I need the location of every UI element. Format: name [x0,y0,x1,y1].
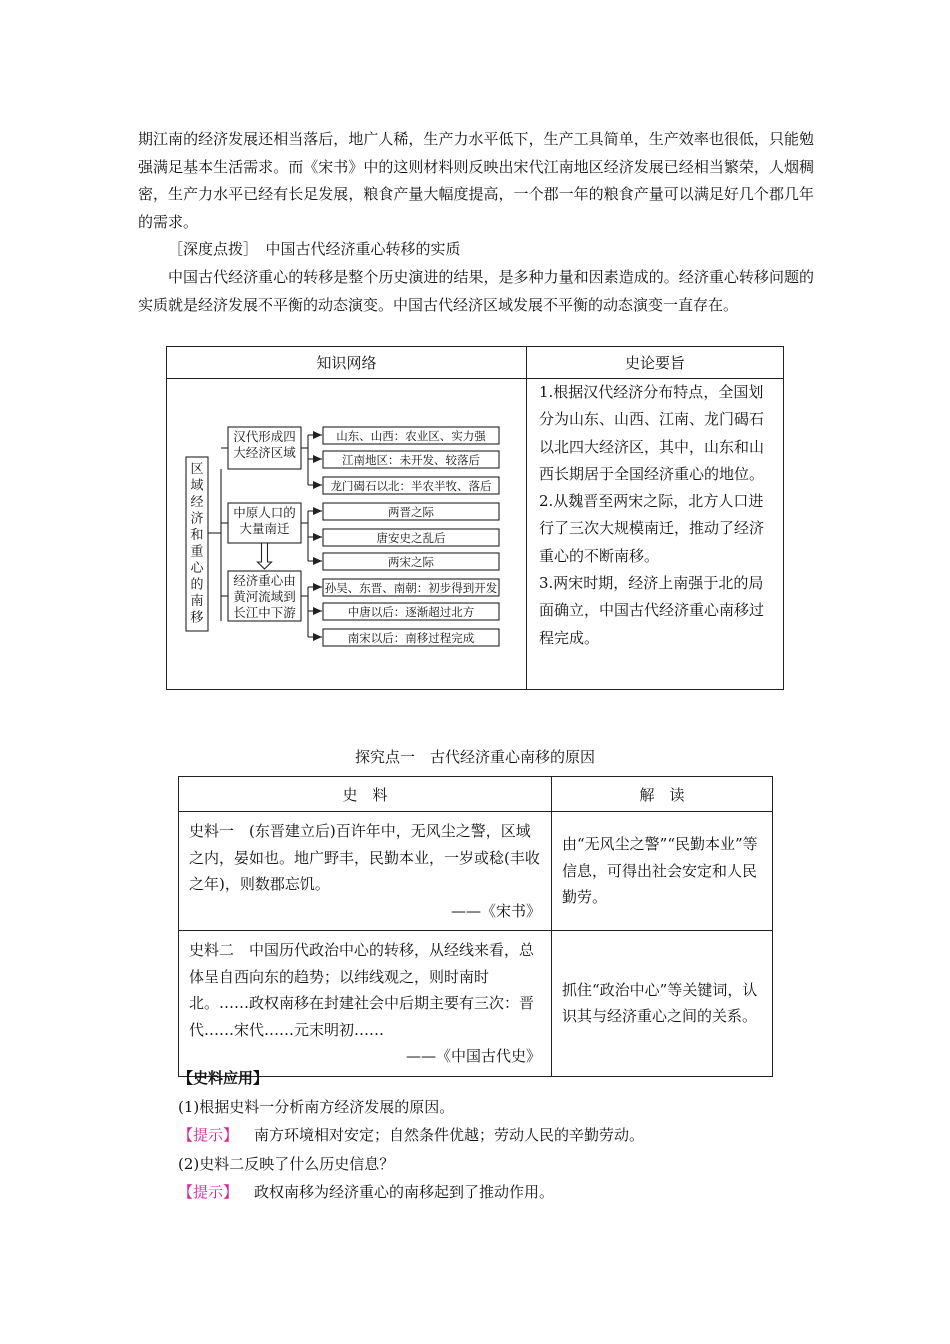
group-label: 黄河流域到 [233,589,296,604]
root-char: 济 [190,511,204,527]
insight-body: 中国古代经济重心的转移是整个历史演进的结果，是多种力量和因素造成的。经济重心转移问题的实质就是经济发展不平衡的动态演变。中国古代经济区域发展不平衡的动态演变一直存在。 [138,268,814,314]
point-1: 1.根据汉代经济分布特点，全国划分为山东、山西、江南、龙门碣石以北四大经济区，其中，山东和山西长期居于全国经济重心的地位。 [539,383,765,483]
interp-1: 由“无风尘之警”“民勤本业”等信息，可得出社会安定和人民勤劳。 [552,812,773,931]
point-3: 3.两宋时期，经济上南强于北的局面确立，中国古代经济重心南移过程完成。 [539,574,765,647]
source-1-cite: ——《宋书》 [450,901,541,920]
source-table [178,776,773,1077]
interp-header: 解 读 [552,777,773,812]
answer-2: 政权南移为经济重心的南移起到了推动作用。 [254,1183,555,1201]
item-label: 江南地区：未开发、较落后 [342,453,480,467]
source-2-cell [179,931,552,1077]
group-label: 长江中下游 [233,605,296,620]
item-label: 唐安史之乱后 [376,531,446,545]
item-label: 两晋之际 [388,505,434,519]
points-header: 史论要旨 [527,347,784,379]
insight-heading [138,236,814,264]
item-label: 南宋以后：南移过程完成 [347,631,475,645]
item-label: 两宋之际 [388,555,434,569]
group-label: 大经济区域 [233,445,296,460]
application-section [178,1064,778,1207]
down-arrow [258,543,272,569]
group-label: 大量南迁 [239,521,290,536]
answer-1: 南方环境相对安定；自然条件优越；劳动人民的辛勤劳动。 [254,1126,645,1144]
question-2: (2)史料二反映了什么历史信息？ [178,1154,395,1173]
root-char: 域 [190,478,204,494]
item-label: 龙门碣石以北：半农半牧、落后 [330,479,492,493]
question-1: (1)根据史料一分析南方经济发展的原因。 [178,1097,455,1116]
interp-2: 抓住“政治中心”等关键词，认识其与经济重心之间的关系。 [552,931,773,1077]
insight-tag: ［深度点拨］ [168,240,251,258]
group-label: 中原人口的 [233,505,296,520]
root-char: 移 [190,610,204,626]
item-label: 山东、山西：农业区、实力强 [336,429,486,443]
intro-paragraph: 期江南的经济发展还相当落后，地广人稀，生产力水平低下，生产工具简单，生产效率也很低，只能勉强满足基本生活需求。而《宋书》中的这则材料则反映出宋代江南地区经济发展已经相当繁荣，人烟稠密，生产力水平已经有长足发展，粮食产量大幅度提高，一个郡一年的粮食产量可以满足好几个郡几年的需求。 [138,130,814,231]
source-2-cite: ——《中国古代史》 [405,1047,541,1065]
root-char: 的 [190,577,204,593]
item-label: 中唐以后：逐渐超过北方 [347,605,475,619]
source-2-text: 史料二 中国历代政治中心的转移，从经线来看，总体呈自西向东的趋势；以纬线观之，则时南时北。……政权南移在封建社会中后期主要有三次：晋代……宋代……元末明初…… [189,941,535,1039]
application-title: 【史料应用】 [178,1069,269,1087]
point-2: 2.从魏晋至两宋之际，北方人口进行了三次大规模南迁，推动了经济重心的不断南移。 [539,492,765,565]
hint-label-1: 【提示】 [178,1126,239,1144]
section-heading: 探究点一 古代经济重心南移的原因 [354,748,595,766]
root-char: 心 [190,561,204,576]
knowledge-diagram [167,379,524,685]
root-char: 经 [190,495,204,510]
hint-label-2: 【提示】 [178,1183,239,1201]
root-char: 区 [190,462,204,477]
group-label: 经济重心由 [233,573,296,588]
item-label: 孙吴、东晋、南朝：初步得到开发 [324,581,498,595]
knowledge-table [166,346,784,690]
points-cell [527,379,784,690]
answer-1-line [178,1121,778,1150]
insight-title: 中国古代经济重心转移的实质 [265,240,461,258]
knowledge-diagram-cell [167,379,527,690]
source-header: 史 料 [179,777,552,812]
root-char: 南 [190,594,204,609]
root-char: 重 [190,544,204,560]
answer-2-line [178,1178,778,1207]
knowledge-header: 知识网络 [167,347,527,379]
group-label: 汉代形成四 [233,429,296,444]
source-1-text: 史料一 (东晋建立后)百许年中，无风尘之警，区域之内，晏如也。地广野丰，民勤本业，一岁或稔(丰收之年)，则数郡忘饥。 [189,822,540,893]
source-1-cell [179,812,552,931]
root-char: 和 [190,528,204,543]
